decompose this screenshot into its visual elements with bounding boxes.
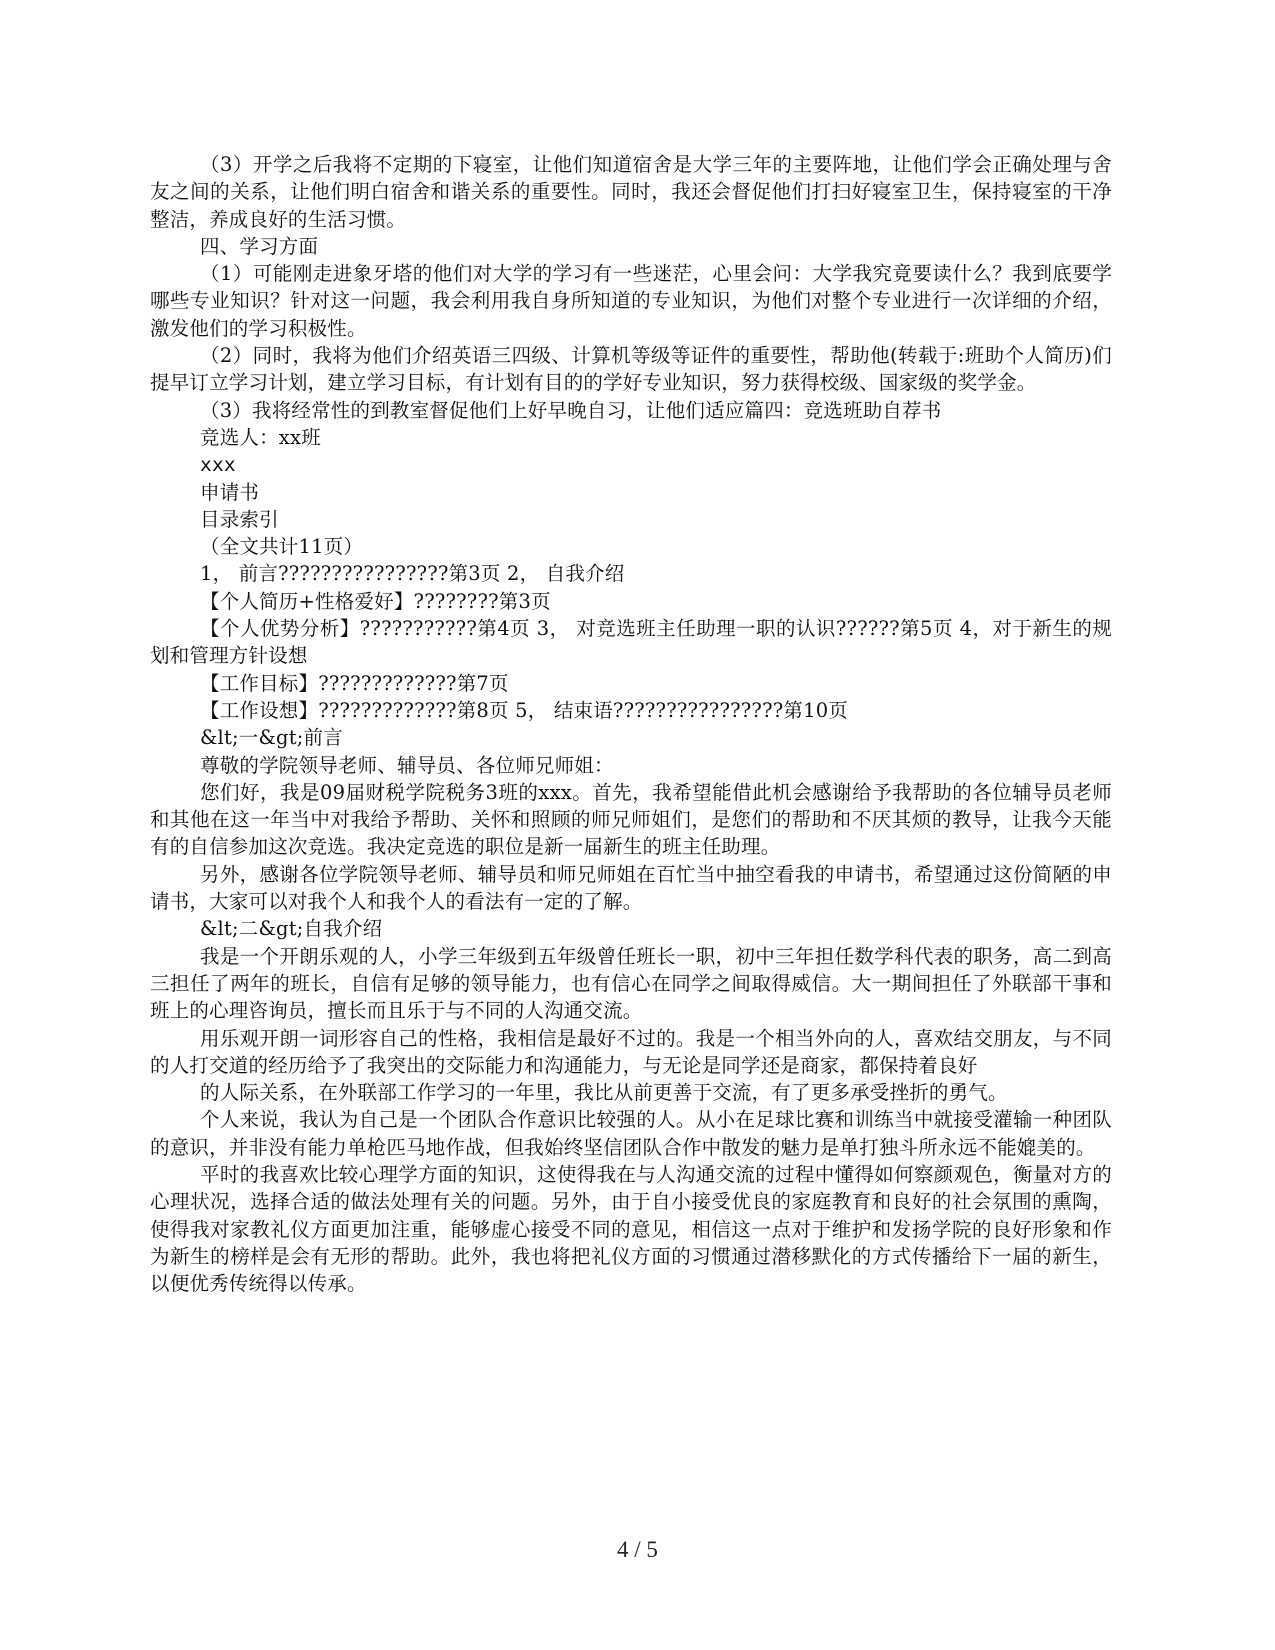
paragraph: 另外，感谢各位学院领导老师、辅导员和师兄师姐在百忙当中抽空看我的申请书，希望通过这份简陋的申请书，大家可以对我个人和我个人的看法有一定的了解。	[150, 862, 1112, 914]
doc-title: 申请书	[200, 480, 260, 504]
paragraph: （2）同时，我将为他们介绍英语三四级、计算机等级等证件的重要性，帮助他(转载于:班助个人简历)们提早订立学习计划，建立学习目标，有计划有目的的学好专业知识，努力获得校级、国家级的奖学金。	[150, 344, 1112, 395]
paragraph: 的人际关系，在外联部工作学习的一年里，我比从前更善于交流，有了更多承受挫折的勇气。	[200, 1081, 1008, 1105]
salutation: 尊敬的学院领导老师、辅导员、各位师兄师姐：	[200, 753, 614, 777]
toc-line: 【个人简历+性格爱好】????????第3页	[200, 589, 551, 613]
paragraph: 平时的我喜欢比较心理学方面的知识，这使得我在与人沟通交流的过程中懂得如何察颜观色，衡量对方的心理状况，选择合适的做法处理有关的问题。另外，由于自小接受优良的家庭教育和良好的社会氛围的熏陶，使得我对家教礼仪方面更加注重，能够虚心接受不同的意见，相信这一点对于维护和发扬学院的良好形象和作为新生的榜样是会有无形的帮助。此外，我也将把礼仪方面的习惯通过潜移默化的方式传播给下一届的新生，以便优秀传统得以传承。	[150, 1162, 1112, 1296]
toc-line: 【工作设想】?????????????第8页 5， 结束语????????????????第10页	[200, 698, 849, 722]
paragraph: （1）可能刚走进象牙塔的他们对大学的学习有一些迷茫，心里会问：大学我究竟要读什么？我到底要学哪些专业知识？针对这一问题，我会利用我自身所知道的专业知识，为他们对整个专业进行一次详细的介绍，激发他们的学习积极性。	[150, 262, 1112, 340]
paragraph: （3）开学之后我将不定期的下寝室，让他们知道宿舍是大学三年的主要阵地，让他们学会正确处理与舍友之间的关系，让他们明白宿舍和谐关系的重要性。同时，我还会督促他们打扫好寝室卫生，保持寝室的干净整洁，养成良好的生活习惯。	[150, 153, 1112, 231]
section-heading: 四、学习方面	[200, 234, 319, 258]
paragraph: 个人来说，我认为自己是一个团队合作意识比较强的人。从小在足球比赛和训练当中就接受灌输一种团队的意识，并非没有能力单枪匹马地作战，但我始终坚信团队合作中散发的魅力是单打独斗所永远不能媲美的。	[150, 1108, 1112, 1159]
toc-line: 1， 前言????????????????第3页 2， 自我介绍	[200, 562, 625, 586]
toc-page-count: （全文共计11页）	[200, 535, 364, 559]
paragraph: 我是一个开朗乐观的人，小学三年级到五年级曾任班长一职，初中三年担任数学科代表的职务，高二到高三担任了两年的班长，自信有足够的领导能力，也有信心在同学之间取得威信。大一期间担任了外联部干事和班上的心理咨询员，擅长而且乐于与不同的人沟通交流。	[150, 944, 1112, 1023]
toc-heading: 目录索引	[200, 507, 279, 531]
candidate-name: xxx	[200, 453, 236, 477]
toc-line: 【工作目标】?????????????第7页	[200, 671, 509, 695]
candidate-line: 竞选人：xx班	[200, 425, 321, 449]
document-body	[150, 151, 1112, 1297]
paragraph: 您们好，我是09届财税学院税务3班的xxx。首先，我希望能借此机会感谢给予我帮助的各位辅导员老师和其他在这一年当中对我给予帮助、关怀和照顾的师兄师姐们，是您们的帮助和不厌其烦的教导，让我今天能有的自信参加这次竞选。我决定竞选的职位是新一届新生的班主任助理。	[150, 780, 1112, 859]
paragraph: 用乐观开朗一词形容自己的性格，我相信是最好不过的。我是一个相当外向的人，喜欢结交朋友，与不同的人打交道的经历给予了我突出的交际能力和沟通能力，与无论是同学还是商家，都保持着良好	[150, 1026, 1112, 1077]
toc-line: 【个人优势分析】???????????第4页 3， 对竞选班主任助理一职的认识??????第5页 4，对于新生的规划和管理方针设想	[150, 617, 1112, 668]
section-heading: &lt;一&gt;前言	[200, 726, 343, 750]
section-heading: &lt;二&gt;自我介绍	[200, 917, 383, 941]
paragraph: （3）我将经常性的到教室督促他们上好早晚自习，让他们适应篇四：竞选班助自荐书	[200, 398, 942, 422]
page-number: 4 / 5	[617, 1537, 658, 1562]
